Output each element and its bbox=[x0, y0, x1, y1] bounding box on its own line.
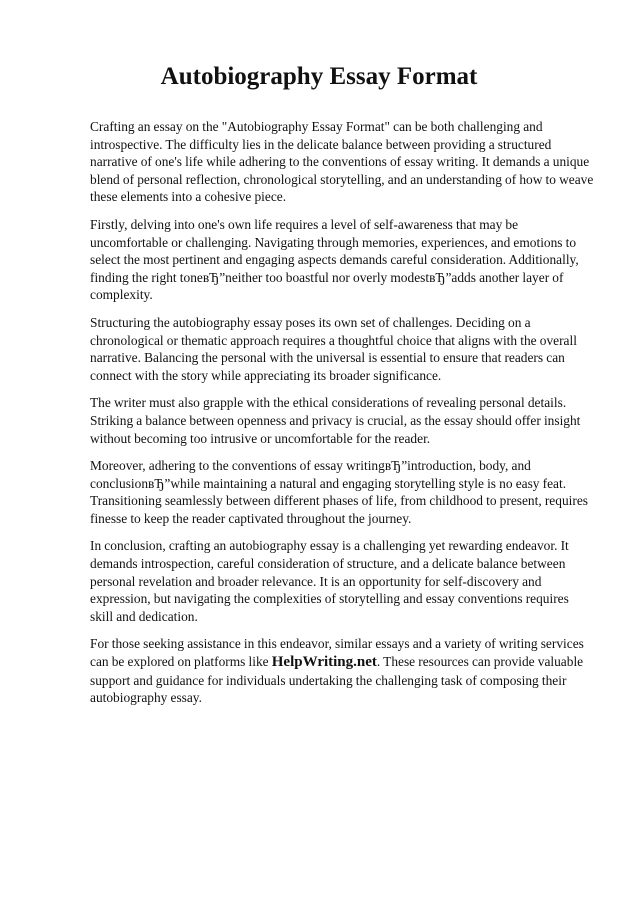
document-body bbox=[90, 118, 595, 707]
helpwriting-link[interactable]: HelpWriting.net bbox=[271, 654, 377, 671]
paragraph-ethics: The writer must also grapple with the ethical considerations of revealing personal details. Striking a balance between openness and privacy is crucial, as the essay should offer insight without becoming too intrusive or uncomfortable for the reader. bbox=[90, 395, 581, 446]
paragraph-conventions: Moreover, adhering to the conventions of essay writingвЂ”introduction, body, and conclusionвЂ”while maintaining a natural and engaging storytelling style is no easy feat. Transitioning seamlessly between different phases of life, from childhood to present, requires finesse to keep the reader captivated throughout the journey. bbox=[90, 458, 588, 526]
paragraph-conclusion: In conclusion, crafting an autobiography essay is a challenging yet rewarding endeavor. It demands introspection, careful consideration of structure, and a delicate balance between personal revelation and broader relevance. It is an opportunity for self-discovery and expression, but navigating the complexities of storytelling and essay conventions requires skill and dedication. bbox=[90, 538, 569, 624]
paragraph-structure: Structuring the autobiography essay poses its own set of challenges. Deciding on a chronological or thematic approach requires a thoughtful choice that aligns with the overall narrative. Balancing the personal with the universal is essential to ensure that readers can connect with the story while appreciating its broader significance. bbox=[90, 314, 577, 383]
paragraph-self-awareness: Firstly, delving into one's own life requires a level of self-awareness that may be uncomfortable or challenging. Navigating through memories, experiences, and emotions to select the most pertinent and engaging aspects demands careful consideration. Additionally, finding the right toneвЂ”neither too boastful nor overly modestвЂ”adds another layer of complexity. bbox=[90, 216, 579, 303]
paragraph-intro: Crafting an essay on the "Autobiography Essay Format" can be both challenging and introspective. The difficulty lies in the delicate balance between providing a structured narrative of one's life while adhering to the conventions of essay writing. It demands a unique blend of personal reflection, chronological storytelling, and an understanding of how to weave these elements into a cohesive piece. bbox=[90, 119, 594, 205]
paragraph-assistance bbox=[90, 635, 595, 706]
assistance-text-after: . These resources can provide valuable support and guidance for individuals undertaking the challenging task of composing their autobiography essay. bbox=[90, 654, 584, 706]
assistance-text-before: For those seeking assistance in this endeavor, similar essays and a variety of writing services can be explored on platforms like bbox=[90, 636, 584, 670]
document-title: Autobiography Essay Format bbox=[160, 63, 478, 90]
